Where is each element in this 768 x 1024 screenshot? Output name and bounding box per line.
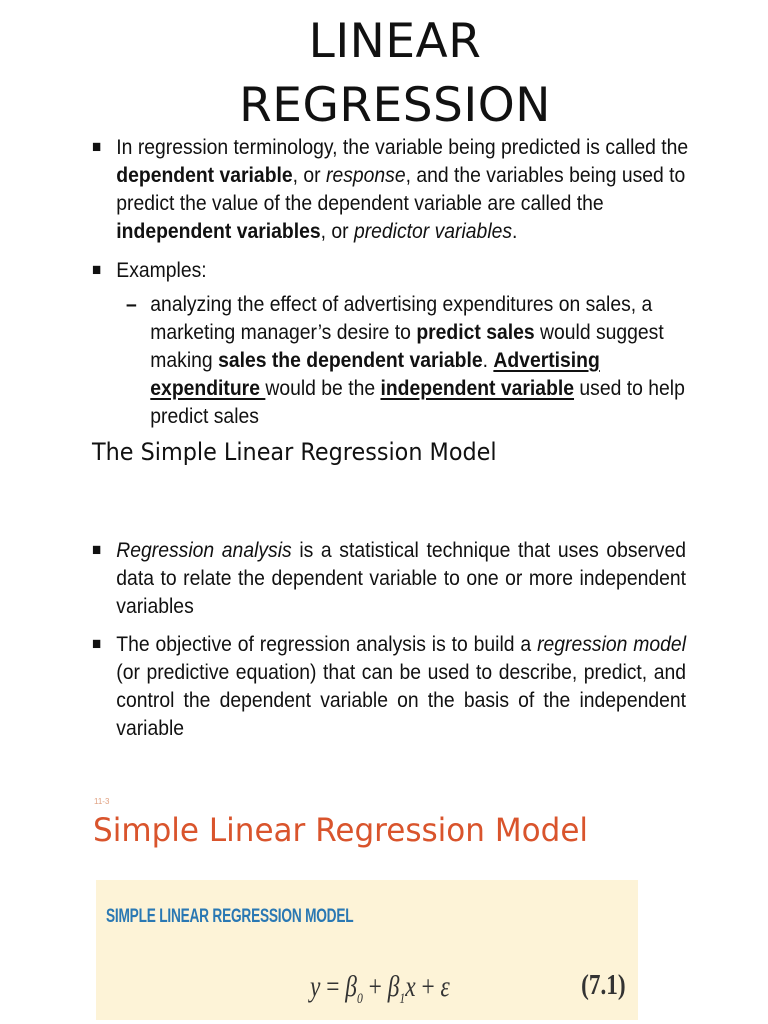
text-run: , and the variables being used to predict the value of the dependent variable are called the <box>116 163 686 215</box>
text-run: would suggest making <box>150 320 664 372</box>
text-run: , or <box>320 219 354 243</box>
sub-bullet-advertising-example <box>126 290 698 430</box>
square-bullet-icon: ■ <box>92 540 102 559</box>
bullet-text <box>92 630 686 742</box>
title-line-1: LINEAR <box>308 14 482 69</box>
term-regression-analysis: Regression analysis <box>116 538 292 562</box>
square-bullet-icon: ■ <box>92 634 102 653</box>
term-predict-sales: predict sales <box>416 320 535 344</box>
term-regression-model: regression model <box>537 632 686 656</box>
model-box-title: SIMPLE LINEAR REGRESSION MODEL <box>106 906 354 927</box>
sub-bullet-text <box>126 290 698 430</box>
term-independent-variable: independent variable <box>380 376 575 400</box>
eq-plus: + <box>362 970 388 1003</box>
bullet-text: Examples: <box>116 258 207 282</box>
term-dependent-variable: dependent variable <box>116 163 293 187</box>
text-run: is a statistical technique that uses observed data to relate the dependent variable to one or more independent variables <box>116 538 687 618</box>
bullet-text <box>92 536 686 620</box>
text-run: (or predictive equation) that can be used to describe, predict, and control the dependent variable on the basis of the independent variable <box>116 660 687 740</box>
term-advertising-expenditure: Advertising expenditure <box>150 348 600 400</box>
text-run: In regression terminology, the variable being predicted is called the <box>116 135 689 159</box>
square-bullet-icon: ■ <box>92 260 102 279</box>
text-run: would be the <box>265 376 381 400</box>
equation-number: (7.1) <box>581 969 626 1001</box>
text-run: . <box>482 348 494 372</box>
bullet-text <box>92 133 702 245</box>
eq-y: y <box>310 970 321 1003</box>
text-run: . <box>512 219 518 243</box>
eq-beta1: β <box>387 970 400 1003</box>
square-bullet-icon: ■ <box>92 137 102 156</box>
term-predictor-variables: predictor variables <box>353 219 513 243</box>
heading-simple-linear-regression-model: The Simple Linear Regression Model <box>92 438 497 466</box>
text-run: analyzing the effect of advertising expenditures on sales, a marketing manager’s desire to <box>150 292 653 344</box>
model-definition-box <box>96 880 638 1020</box>
text-run: , or <box>292 163 326 187</box>
eq-sub1: 1 <box>399 991 406 1007</box>
eq-x: x <box>405 970 416 1003</box>
bullet-objective <box>92 630 686 742</box>
bullet-regression-terminology <box>92 133 702 245</box>
bullet-examples <box>92 256 702 284</box>
term-independent-variables: independent variables <box>116 219 321 243</box>
term-sales-dependent: sales the dependent variable <box>218 348 483 372</box>
bullet-regression-analysis <box>92 536 686 620</box>
eq-sub0: 0 <box>356 991 363 1007</box>
title-line-2: REGRESSION <box>239 78 551 133</box>
eq-plus: + <box>415 970 441 1003</box>
regression-equation <box>310 970 450 1008</box>
eq-epsilon: ε <box>440 970 450 1003</box>
eq-equals: = <box>326 970 346 1003</box>
text-run: The objective of regression analysis is to build a <box>116 632 538 656</box>
slide-number: 11-3 <box>94 797 110 806</box>
text-run: used to help predict sales <box>150 376 685 428</box>
term-response: response <box>326 163 406 187</box>
dash-bullet-icon: – <box>126 292 137 316</box>
page-title <box>0 10 768 138</box>
eq-beta0: β <box>345 970 357 1003</box>
section-title: Simple Linear Regression Model <box>93 811 589 849</box>
